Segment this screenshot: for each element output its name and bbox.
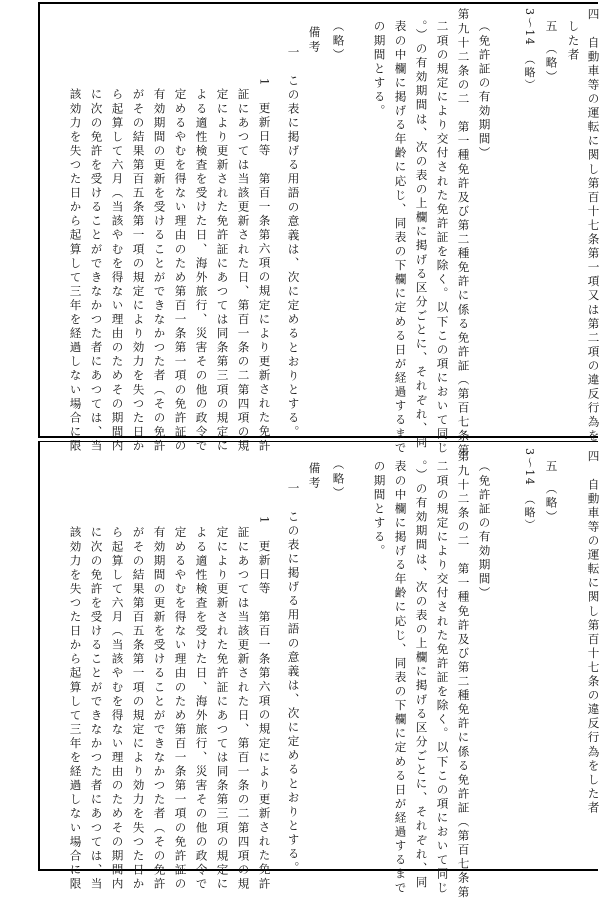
lower-item-4: 四 自動車等の運転に関し第百十七条の違反行為をした者 bbox=[586, 450, 601, 816]
lower-article-line-2: 二項の規定により交付された免許証を除く。以下この項において同じ bbox=[435, 460, 450, 896]
upper-remarks-line-7: がその結果第百五条第一項の規定により効力を失つた日か bbox=[131, 88, 146, 454]
lower-remarks-line-2: 証にあつては当該更新された日、第百一条の二第四項の規 bbox=[236, 526, 251, 892]
upper-article-line-1: 第九十二条の二 第一種免許及び第二種免許に係る免許証（第百七条第 bbox=[456, 8, 471, 458]
lower-items-3-14: 3～14 （略） bbox=[523, 448, 536, 532]
lower-remarks-line-5: 定めるやむを得ない理由のため第百一条第一項の免許証の bbox=[173, 526, 188, 892]
lower-table-omitted: （略） bbox=[331, 458, 346, 501]
lower-item-5: 五 （略） bbox=[544, 460, 559, 525]
lower-article-caption: （免許証の有効期間） bbox=[477, 460, 492, 601]
upper-article-line-3: 。）の有効期間は、次の表の上欄に掲げる区分ごとに、それぞれ、同 bbox=[414, 20, 429, 450]
lower-remarks-line-7: がその結果第百五条第一項の規定により効力を失つた日か bbox=[131, 526, 146, 892]
upper-remarks-line-4: よる適性検査を受けた日、海外旅行、災害その他の政令で bbox=[194, 88, 209, 454]
lower-remarks-line-6: 有効期間の更新を受けることができなかつた者（その免許 bbox=[152, 526, 167, 892]
lower-remarks-line-1: 1 更新日等 第百一条第六項の規定により更新された免許 bbox=[257, 516, 272, 892]
lower-remarks-heading: 備考 bbox=[307, 462, 322, 491]
upper-article-line-4: 表の中欄に掲げる年齢に応じ、同表の下欄に定める日が経過するまで bbox=[393, 20, 408, 456]
upper-remarks-line-1: 1 更新日等 第百一条第六項の規定により更新された免許 bbox=[257, 78, 272, 454]
lower-article-line-4: 表の中欄に掲げる年齢に応じ、同表の下欄に定める日が経過するまで bbox=[393, 460, 408, 896]
upper-remarks-item-1: 一 この表に掲げる用語の意義は、次に定めるとおりとする。 bbox=[286, 46, 301, 440]
upper-item-4: 四 自動車等の運転に関し第百十七条第一項又は第二項の違反行為を bbox=[586, 8, 601, 444]
upper-article-line-2: 二項の規定により交付された免許証を除く。以下この項において同じ bbox=[435, 20, 450, 456]
upper-remarks-line-6: 有効期間の更新を受けることができなかつた者（その免許 bbox=[152, 88, 167, 454]
upper-remarks-line-10: 該効力を失つた日から起算して三年を経過しない場合に限 bbox=[68, 88, 83, 454]
upper-remarks-line-3: 定により更新された免許証にあつては同条第三項の規定に bbox=[215, 88, 230, 454]
upper-table-omitted: （略） bbox=[331, 20, 346, 63]
upper-items-3-14: 3～14 （略） bbox=[523, 8, 536, 92]
lower-remarks-line-3: 定により更新された免許証にあつては同条第三項の規定に bbox=[215, 526, 230, 892]
lower-article-line-5: の期間とする。 bbox=[372, 460, 387, 559]
upper-remarks-line-8: ら起算して六月（当該やむを得ない理由のためその期間内 bbox=[110, 88, 125, 454]
lower-article-line-3: 。）の有効期間は、次の表の上欄に掲げる区分ごとに、それぞれ、同 bbox=[414, 460, 429, 890]
upper-article-line-5: の期間とする。 bbox=[372, 20, 387, 119]
lower-remarks-line-4: よる適性検査を受けた日、海外旅行、災害その他の政令で bbox=[194, 526, 209, 892]
lower-article-line-1: 第九十二条の二 第一種免許及び第二種免許に係る免許証（第百七条第 bbox=[456, 450, 471, 900]
lower-remarks-line-10: 該効力を失つた日から起算して三年を経過しない場合に限 bbox=[68, 526, 83, 892]
lower-remarks-line-8: ら起算して六月（当該やむを得ない理由のためその期間内 bbox=[110, 526, 125, 892]
upper-remarks-line-5: 定めるやむを得ない理由のため第百一条第一項の免許証の bbox=[173, 88, 188, 454]
upper-article-caption: （免許証の有効期間） bbox=[477, 20, 492, 161]
upper-remarks-line-9: に次の免許を受けることができなかつた者にあつては、当 bbox=[89, 88, 104, 454]
lower-remarks-line-9: に次の免許を受けることができなかつた者にあつては、当 bbox=[89, 526, 104, 892]
upper-remarks-heading: 備考 bbox=[307, 26, 322, 55]
upper-item-4-cont: した者 bbox=[566, 20, 581, 63]
upper-remarks-line-2: 証にあつては当該更新された日、第百一条の二第四項の規 bbox=[236, 88, 251, 454]
lower-remarks-item-1: 一 この表に掲げる用語の意義は、次に定めるとおりとする。 bbox=[286, 482, 301, 876]
upper-item-5: 五 （略） bbox=[544, 20, 559, 85]
